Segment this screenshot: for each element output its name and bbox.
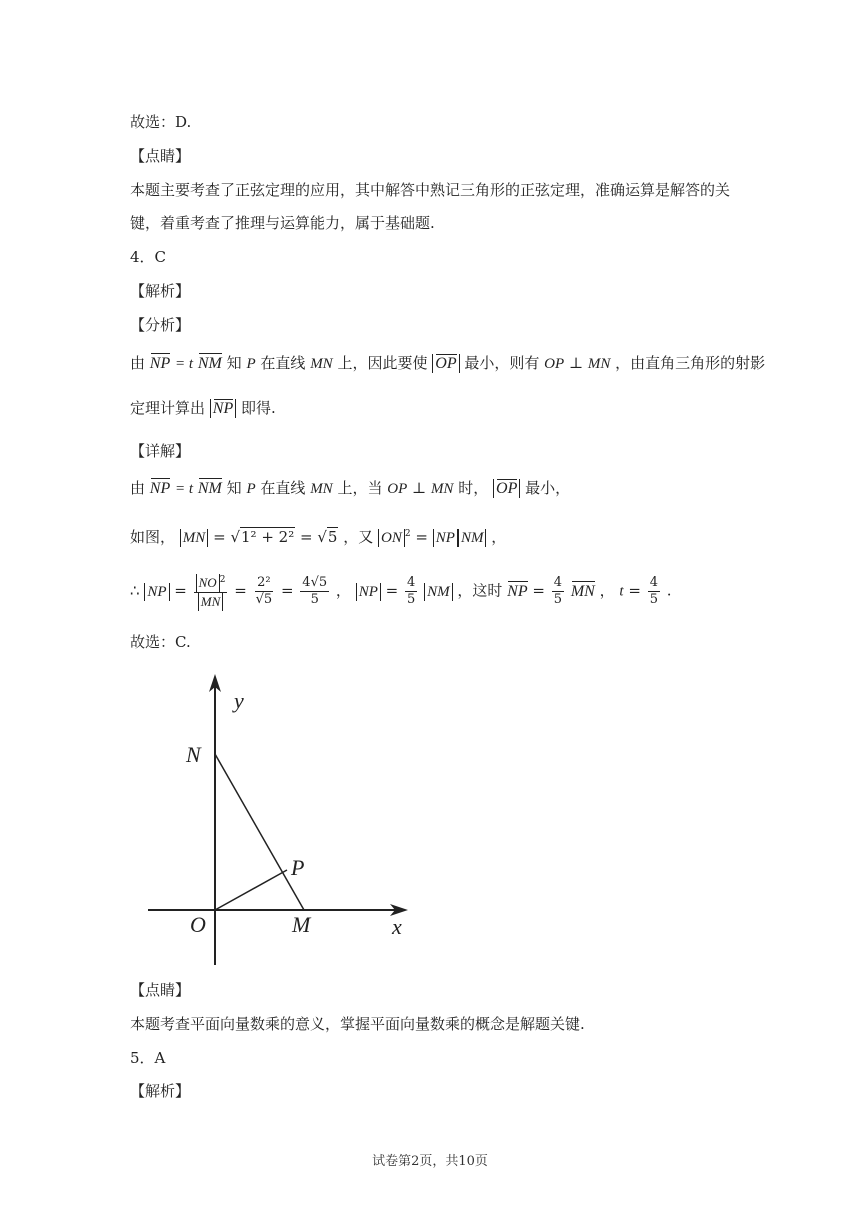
section-heading: 【分析】 [130, 316, 191, 334]
text-line: 本题主要考查了正弦定理的应用，其中解答中熟记三角形的正弦定理，准确运算是解答的关 [130, 181, 731, 199]
text: 时， [458, 479, 489, 497]
fraction-4-5 [648, 575, 660, 608]
abs-np: NP [433, 529, 458, 547]
line-mn: MN [310, 356, 333, 372]
exponent: 2 [404, 529, 411, 539]
fraction-2sq-sqrt5 [254, 575, 275, 608]
fraction-no-mn [194, 572, 228, 611]
denominator: √5 [255, 592, 273, 608]
numerator: 4 [407, 575, 416, 591]
text: 上，当 [337, 479, 383, 497]
equals: = [385, 581, 399, 600]
therefore-symbol: ∴ [130, 581, 140, 600]
numerator: 4 [553, 575, 563, 591]
radicand: 5 [327, 528, 338, 546]
equals: = [415, 528, 428, 546]
numerator: 4 [649, 575, 658, 591]
denominator: 5 [649, 592, 658, 608]
numerator [194, 572, 228, 593]
text: 最小，则有 [464, 354, 540, 372]
equals: = [174, 581, 187, 600]
numerator: 2² [257, 575, 271, 591]
segment-nm [215, 754, 304, 910]
text: ，又 [343, 528, 374, 546]
abs-no: NO [196, 574, 220, 592]
analysis-line-2 [130, 398, 276, 418]
detail-line-2 [130, 524, 506, 547]
perp-symbol: ⊥ [568, 354, 584, 372]
sqrt-5: √5 [317, 528, 338, 546]
vector-np: NP [212, 400, 234, 417]
section-heading: 【详解】 [130, 442, 191, 460]
abs-nm: NM [424, 583, 453, 601]
text: 上，因此要使 [337, 354, 428, 372]
segment-op [215, 870, 287, 910]
sqrt-expression: √1² + 2² [230, 528, 295, 546]
text: . [666, 581, 672, 600]
equals: = [280, 581, 294, 600]
numerator: 4√5 [302, 575, 328, 591]
section-heading: 【点睛】 [130, 147, 191, 165]
denominator: 5 [407, 592, 416, 608]
text: 知 [226, 354, 242, 372]
section-heading: 【解析】 [130, 1082, 191, 1100]
perp-symbol: ⊥ [412, 479, 427, 497]
text-line: 故选：C. [130, 633, 191, 651]
equals: = [300, 528, 313, 546]
detail-line-1 [130, 478, 570, 499]
op: OP [387, 481, 408, 497]
text: 在直线 [260, 354, 306, 372]
label-y: y [234, 688, 244, 713]
vector-op: OP [435, 355, 457, 372]
equals: = [213, 528, 226, 546]
text: 由 [130, 354, 146, 372]
page-footer: 试卷第2页，共10页 [372, 1154, 488, 1169]
label-x: x [392, 914, 402, 939]
denominator: 5 [310, 592, 319, 608]
abs-np: NP [356, 583, 381, 601]
text: ，由直角三角形的射影 [615, 354, 766, 372]
denominator [196, 593, 226, 611]
label-o: O [190, 912, 206, 937]
label-p: P [291, 855, 305, 880]
text: 由 [130, 479, 146, 497]
coordinate-figure [140, 670, 430, 975]
question-answer: 4．C [130, 248, 167, 266]
vector-nm: NM [197, 355, 222, 372]
text-line: 键，着重考查了推理与运算能力，属于基础题. [130, 214, 435, 232]
text: ，这时 [457, 581, 503, 600]
exponent: 2 [219, 575, 226, 585]
detail-line-3 [130, 572, 672, 611]
abs-nm: NM [458, 529, 487, 547]
text: ， [491, 528, 507, 546]
variable-t: t [619, 583, 624, 600]
label-n: N [186, 742, 201, 767]
fraction-4-5 [552, 575, 564, 608]
text-line: 故选：D. [130, 113, 192, 131]
section-heading: 【点睛】 [130, 981, 191, 999]
text: 在直线 [260, 479, 306, 497]
vector-op: OP [496, 480, 518, 497]
text: 定理计算出 [130, 399, 206, 417]
text: ， [335, 581, 351, 600]
text: ， [599, 581, 615, 600]
equals: = [234, 581, 247, 600]
abs-op [432, 354, 459, 373]
vector-np: NP [507, 582, 528, 600]
abs-np [210, 399, 236, 418]
radicand: 5 [263, 592, 273, 608]
abs-mn: MN [180, 529, 209, 547]
equals-t: = t [175, 481, 194, 497]
text: 即得. [241, 399, 276, 417]
text: 最小， [525, 479, 571, 497]
fraction-4sqrt5-5 [300, 575, 329, 608]
equals: = [628, 581, 641, 600]
text: 知 [226, 479, 242, 497]
point-p: P [246, 356, 256, 372]
vector-np: NP [149, 480, 171, 497]
mn: MN [430, 481, 454, 497]
radicand: 1² + 2² [241, 528, 295, 546]
point-p: P [246, 481, 256, 497]
equals: = [532, 581, 545, 600]
line-mn: MN [310, 481, 333, 497]
text: 如图， [130, 528, 176, 546]
vector-np: NP [149, 355, 171, 372]
fraction-4-5 [405, 575, 417, 608]
denominator: 5 [553, 592, 563, 608]
equals-t: = t [175, 356, 194, 372]
section-heading: 【解析】 [130, 282, 191, 300]
abs-mn: MN [198, 593, 224, 611]
question-answer: 5．A [130, 1049, 166, 1067]
analysis-line-1 [130, 353, 765, 374]
label-m: M [292, 912, 311, 937]
abs-op [493, 479, 520, 498]
op: OP [544, 356, 565, 372]
vector-nm: NM [197, 480, 222, 497]
abs-on: ON [378, 529, 405, 547]
text-line: 本题考查平面向量数乘的意义，掌握平面向量数乘的概念是解题关键. [130, 1015, 585, 1033]
abs-np: NP [144, 583, 169, 601]
vector-mn: MN [570, 582, 595, 600]
mn: MN [587, 356, 611, 372]
